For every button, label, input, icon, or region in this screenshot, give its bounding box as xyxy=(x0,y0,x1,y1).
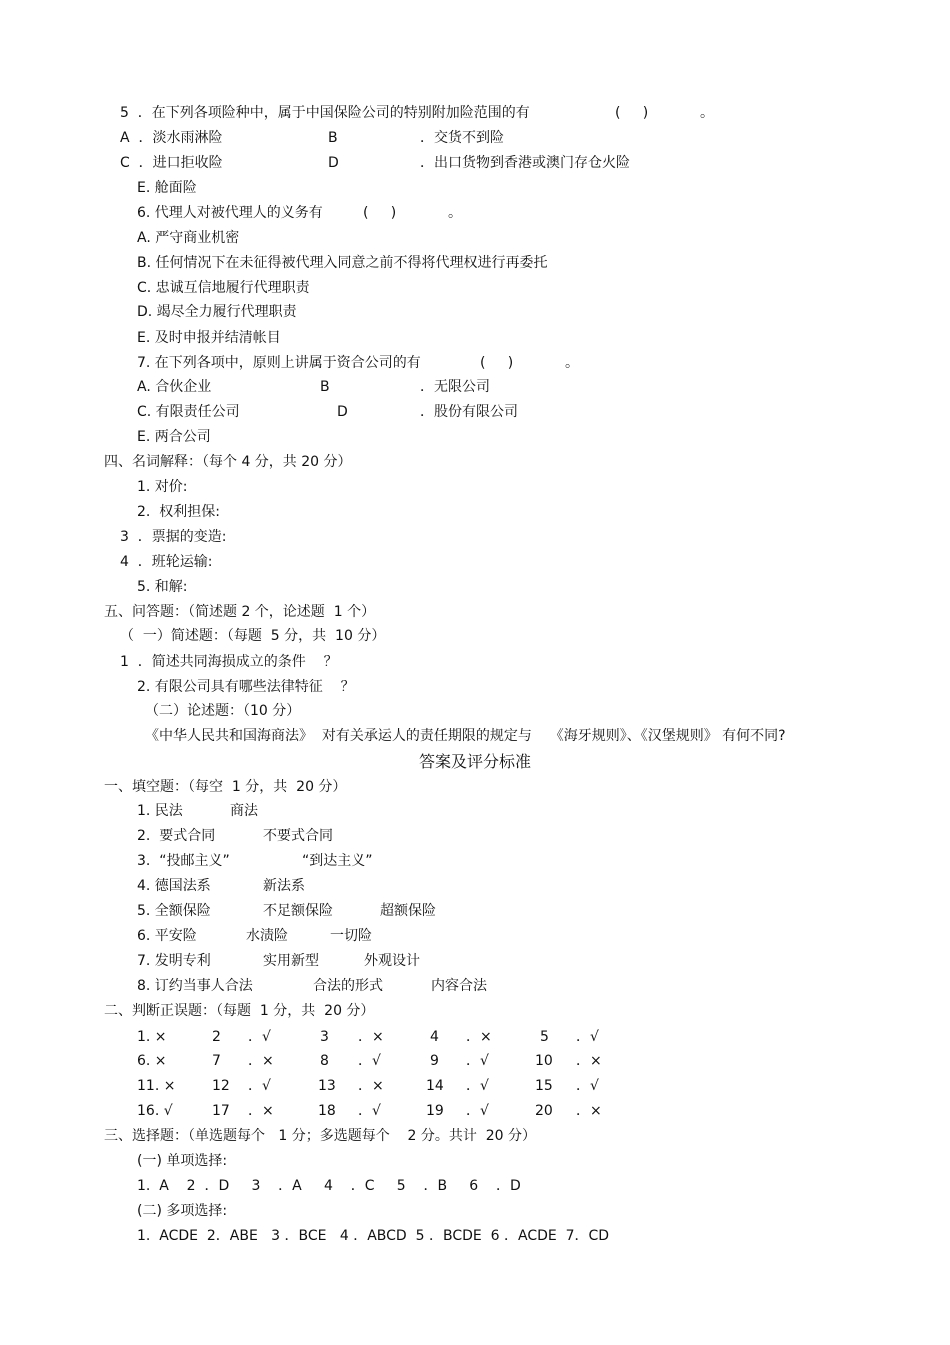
term-item: 3 ．票据的变造: xyxy=(120,529,227,545)
judgement-cell: 10 xyxy=(535,1053,553,1069)
q5-option-d-letter: D xyxy=(328,155,339,171)
essay-subheading: （二）论述题：（10 分） xyxy=(145,703,301,719)
judgement-cell: 14 xyxy=(426,1078,444,1094)
judgement-cell: 19 xyxy=(426,1103,444,1119)
judgement-cell: ．√ xyxy=(358,1103,381,1119)
short-answer-subheading: （ 一）简述题：（每题 5 分，共 10 分） xyxy=(120,628,386,644)
q6-option-d: D. 竭尽全力履行代理职责 xyxy=(137,304,297,320)
answer-2-heading: 二、判断正误题：（每题 1 分，共 20 分） xyxy=(104,1003,375,1019)
q7-option-d-text: ．股份有限公司 xyxy=(420,404,518,420)
judgement-cell: ．√ xyxy=(576,1078,599,1094)
judgement-cell: 5 xyxy=(540,1029,549,1045)
fill-answer: 商法 xyxy=(230,803,258,819)
judgement-cell: ．√ xyxy=(466,1078,489,1094)
fill-answer: 2. 要式合同 xyxy=(137,828,216,844)
q7-period: 。 xyxy=(565,355,579,371)
judgement-cell: 20 xyxy=(535,1103,553,1119)
judgement-cell: ．× xyxy=(248,1053,274,1069)
single-choice-subheading: (一) 单项选择: xyxy=(137,1153,228,1169)
judgement-cell: ．× xyxy=(358,1029,384,1045)
term-item: 1. 对价: xyxy=(137,479,188,495)
judgement-cell: 13 xyxy=(318,1078,336,1094)
section-4-heading: 四、名词解释：（每个 4 分，共 20 分） xyxy=(104,454,352,470)
judgement-cell: ．√ xyxy=(358,1053,381,1069)
q5-option-d-text: ．出口货物到香港或澳门存仓火险 xyxy=(420,155,630,171)
judgement-cell: 18 xyxy=(318,1103,336,1119)
fill-answer: 1. 民法 xyxy=(137,803,183,819)
q5-stem: 5 ．在下列各项险种中，属于中国保险公司的特别附加险范围的有 xyxy=(120,105,530,121)
answer-3-heading: 三、选择题：（单选题每个 1 分；多选题每个 2 分。共计 20 分） xyxy=(104,1128,537,1144)
q5-option-b-letter: B xyxy=(328,130,338,146)
judgement-cell: 11. × xyxy=(137,1078,176,1094)
q6-period: 。 xyxy=(448,205,462,221)
q5-option-b-text: ．交货不到险 xyxy=(420,130,504,146)
judgement-cell: ．√ xyxy=(248,1029,271,1045)
judgement-row xyxy=(0,1101,950,1121)
judgement-cell: ．× xyxy=(248,1103,274,1119)
fill-answer: 内容合法 xyxy=(431,978,487,994)
q7-option-e: E. 两合公司 xyxy=(137,429,211,445)
q6-paren: ( ) xyxy=(363,205,397,221)
fill-answer: 新法系 xyxy=(263,878,305,894)
single-choice-answers: 1. A 2 ．D 3 ．A 4 ．C 5 ．B 6 ．D xyxy=(137,1178,521,1194)
fill-answer: 8. 订约当事人合法 xyxy=(137,978,253,994)
q5-paren: ( ) xyxy=(615,105,649,121)
judgement-row xyxy=(0,1027,950,1047)
q7-option-a: A. 合伙企业 xyxy=(137,379,212,395)
fill-answer: 4. 德国法系 xyxy=(137,878,211,894)
judgement-cell: ．√ xyxy=(576,1029,599,1045)
judgement-cell: ．× xyxy=(466,1029,492,1045)
section-5-heading: 五、问答题：（简述题 2 个，论述题 1 个） xyxy=(104,604,376,620)
q6-stem: 6. 代理人对被代理人的义务有 xyxy=(137,205,323,221)
judgement-cell: ．√ xyxy=(466,1053,489,1069)
judgement-cell: ．× xyxy=(358,1078,384,1094)
q7-option-c: C. 有限责任公司 xyxy=(137,404,240,420)
judgement-cell: 7 xyxy=(212,1053,221,1069)
short-answer-q2: 2. 有限公司具有哪些法律特征 ？ xyxy=(137,679,355,695)
q7-option-d-letter: D xyxy=(337,404,348,420)
fill-answer: 合法的形式 xyxy=(313,978,383,994)
q6-option-c: C. 忠诚互信地履行代理职责 xyxy=(137,280,310,296)
answer-1-heading: 一、填空题：（每空 1 分，共 20 分） xyxy=(104,779,347,795)
judgement-cell: ．× xyxy=(576,1053,602,1069)
judgement-row xyxy=(0,1051,950,1071)
term-item: 2. 权利担保: xyxy=(137,504,220,520)
term-item: 5. 和解: xyxy=(137,579,188,595)
judgement-cell: 17 xyxy=(212,1103,230,1119)
q6-option-b: B. 任何情况下在未征得被代理入同意之前不得将代理权进行再委托 xyxy=(137,255,548,271)
judgement-cell: 4 xyxy=(430,1029,439,1045)
judgement-cell: ．√ xyxy=(466,1103,489,1119)
judgement-cell: 16. √ xyxy=(137,1103,173,1119)
q5-option-e: E. 舱面险 xyxy=(137,180,197,196)
q5-option-a: A ．淡水雨淋险 xyxy=(120,130,223,146)
q6-option-a: A. 严守商业机密 xyxy=(137,230,240,246)
fill-answer: 一切险 xyxy=(330,928,372,944)
fill-answer: 7. 发明专利 xyxy=(137,953,211,969)
judgement-cell: 8 xyxy=(320,1053,329,1069)
judgement-cell: ．√ xyxy=(248,1078,271,1094)
fill-answer: 不要式合同 xyxy=(263,828,333,844)
judgement-cell: ．× xyxy=(576,1103,602,1119)
judgement-cell: 6. × xyxy=(137,1053,167,1069)
fill-answer: 3. “投邮主义” xyxy=(137,853,230,869)
q7-stem: 7. 在下列各项中，原则上讲属于资合公司的有 xyxy=(137,355,421,371)
judgement-cell: 2 xyxy=(212,1029,221,1045)
multi-choice-answers: 1. ACDE 2．ABE 3 ．BCE 4 ．ABCD 5 ．BCDE 6 ．ACDE 7．CD xyxy=(137,1228,610,1244)
q7-option-b-letter: B xyxy=(320,379,330,395)
judgement-cell: 1. × xyxy=(137,1029,167,1045)
multi-choice-subheading: (二) 多项选择: xyxy=(137,1203,228,1219)
fill-answer: 外观设计 xyxy=(364,953,420,969)
fill-answer: 不足额保险 xyxy=(263,903,333,919)
fill-answer: “到达主义” xyxy=(302,853,373,869)
answer-title: 答案及评分标准 xyxy=(418,752,531,771)
q6-option-e: E. 及时申报并结清帐目 xyxy=(137,330,281,346)
fill-answer: 超额保险 xyxy=(380,903,436,919)
essay-question: 《中华人民共和国海商法》 对有关承运人的责任期限的规定与 《海牙规则》、《汉堡规则》 有何不同? xyxy=(145,728,786,744)
short-answer-q1: 1 ．简述共同海损成立的条件 ？ xyxy=(120,654,338,670)
term-item: 4 ．班轮运输: xyxy=(120,554,213,570)
judgement-cell: 15 xyxy=(535,1078,553,1094)
judgement-cell: 12 xyxy=(212,1078,230,1094)
judgement-row xyxy=(0,1076,950,1096)
q5-period: 。 xyxy=(700,105,714,121)
judgement-cell: 3 xyxy=(320,1029,329,1045)
fill-answer: 实用新型 xyxy=(263,953,319,969)
fill-answer: 6. 平安险 xyxy=(137,928,197,944)
q7-option-b-text: ．无限公司 xyxy=(420,379,490,395)
q7-paren: ( ) xyxy=(480,355,514,371)
fill-answer: 水渍险 xyxy=(246,928,288,944)
fill-answer: 5. 全额保险 xyxy=(137,903,211,919)
q5-option-c: C ．进口拒收险 xyxy=(120,155,223,171)
judgement-cell: 9 xyxy=(430,1053,439,1069)
